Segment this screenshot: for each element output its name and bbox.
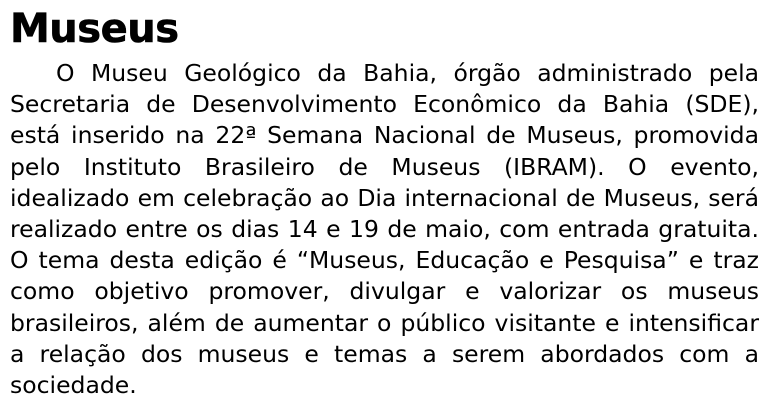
- article-body-text: O Museu Geológico da Bahia, órgão administrado pela Secretaria de Desenvolvimento Econômico da Bahia (SDE), está inserido na 22ª Semana Nacional de Museus, promovida pelo Instituto Brasileiro de Museus (IBRAM). O evento, idealizado em celebração ao Dia internacional de Museus, será realizado entre os dias 14 e 19 de maio, com entrada gratuita. O tema desta edição é “Museus, Educação e Pesquisa” e traz como objetivo promover, divulgar e valorizar os museus brasileiros, além de aumentar o público visitante e intensificar a relação dos museus e temas a serem abordados com a sociedade.: [10, 59, 759, 400]
- page-title: Museus: [10, 6, 179, 52]
- article-paragraph: [10, 58, 763, 401]
